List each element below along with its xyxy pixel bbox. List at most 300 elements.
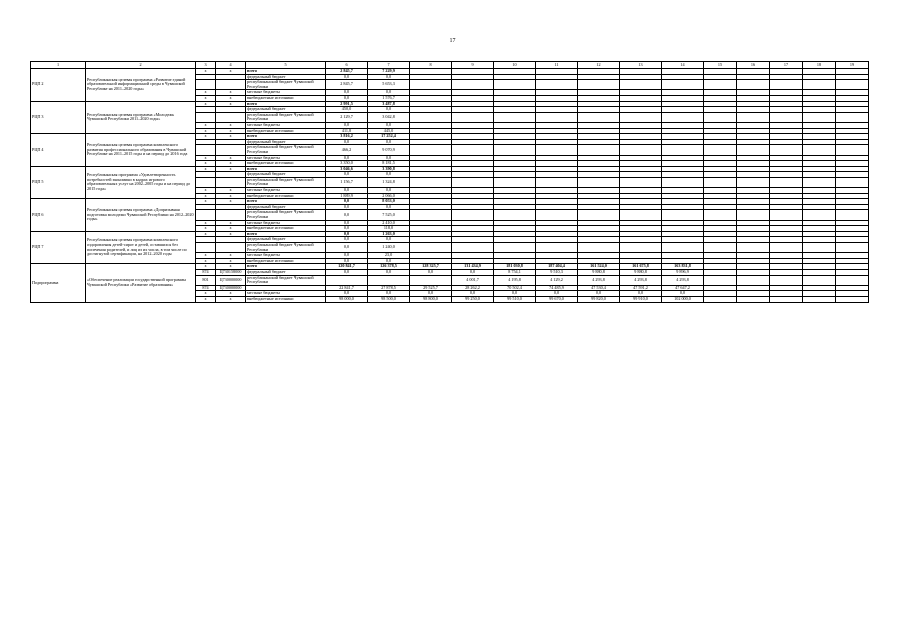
funding-source-cell: республиканский бюджет Чувашской Республики xyxy=(246,80,326,90)
classification-code-cell: х xyxy=(216,161,246,167)
amount-cell: 131 434,9 xyxy=(452,264,494,270)
amount-cell: 7 525,0 xyxy=(368,210,410,220)
amount-cell: 17 252,4 xyxy=(368,134,410,140)
amount-cell: 74 485,9 xyxy=(536,285,578,291)
column-number-header: 6 xyxy=(326,62,368,69)
amount-cell: 0,0 xyxy=(326,90,368,96)
amount-cell: 9 510,3 xyxy=(536,269,578,275)
grbs-code-cell: х xyxy=(196,90,216,96)
classification-code-cell xyxy=(216,243,246,253)
amount-cell xyxy=(536,177,578,187)
amount-cell xyxy=(662,80,704,90)
program-name-cell: Республиканская целевая программа комплексного развития профессионального образования в Чувашской Республике на 2011–2015 годы и на период до 2016 года xyxy=(86,134,196,167)
column-number-header: 19 xyxy=(836,62,869,69)
amount-cell: 2 410,0 xyxy=(368,220,410,226)
grbs-code-cell: х xyxy=(196,155,216,161)
empty-cell xyxy=(737,112,770,122)
funding-source-cell: республиканский бюджет Чувашской Республики xyxy=(246,275,326,285)
column-number-header: 11 xyxy=(536,62,578,69)
empty-cell xyxy=(704,296,737,302)
amount-cell: 102 000,0 xyxy=(662,296,704,302)
amount-cell xyxy=(452,177,494,187)
program-code-cell: РЦП 3 xyxy=(31,101,86,134)
empty-cell xyxy=(770,145,803,155)
funding-source-cell: внебюджетные источники xyxy=(246,258,326,264)
classification-code-cell: х xyxy=(216,95,246,101)
funding-source-cell: местные бюджеты xyxy=(246,253,326,259)
grbs-code-cell: х xyxy=(196,69,216,75)
funding-source-cell: федеральный бюджет xyxy=(246,172,326,178)
empty-cell xyxy=(737,296,770,302)
amount-cell xyxy=(452,112,494,122)
column-number-header: 17 xyxy=(770,62,803,69)
amount-cell: 450,0 xyxy=(326,107,368,113)
classification-code-cell: х xyxy=(216,155,246,161)
funding-source-cell: внебюджетные источники xyxy=(246,128,326,134)
empty-cell xyxy=(836,210,869,220)
amount-cell xyxy=(662,177,704,187)
amount-cell: 4 293,8 xyxy=(662,275,704,285)
amount-cell xyxy=(410,210,452,220)
grbs-code-cell: х xyxy=(196,166,216,172)
funding-source-cell: внебюджетные источники xyxy=(246,161,326,167)
amount-cell xyxy=(662,145,704,155)
amount-cell: 22 841,7 xyxy=(326,285,368,291)
grbs-code-cell: х xyxy=(196,188,216,194)
amount-cell: 1 889,9 xyxy=(326,193,368,199)
amount-cell xyxy=(452,210,494,220)
empty-cell xyxy=(704,210,737,220)
program-code-cell: Подпрограмма xyxy=(31,264,86,302)
empty-cell xyxy=(836,112,869,122)
column-number-header: 3 xyxy=(196,62,216,69)
amount-cell: 47 591,2 xyxy=(620,285,662,291)
amount-cell xyxy=(494,177,536,187)
amount-cell: 3 816,2 xyxy=(326,134,368,140)
empty-cell xyxy=(704,80,737,90)
amount-cell: 0,0 xyxy=(326,243,368,253)
empty-cell xyxy=(803,112,836,122)
empty-cell xyxy=(836,296,869,302)
amount-cell: 466,2 xyxy=(326,145,368,155)
amount-cell: 0,0 xyxy=(326,74,368,80)
amount-cell: 1 263,0 xyxy=(368,231,410,237)
amount-cell: 3 042,8 xyxy=(368,112,410,122)
program-name-cell: Республиканская программа «Удовлетворенность потребностей экономики в кадрах игрового образовательных услуг на 2002–2005 годы и на период до 2015 года» xyxy=(86,166,196,199)
amount-cell xyxy=(494,145,536,155)
amount-cell: 0,0 xyxy=(368,139,410,145)
amount-cell: 0,0 xyxy=(620,291,662,297)
empty-cell xyxy=(803,145,836,155)
empty-cell xyxy=(803,80,836,90)
grbs-code-cell: х xyxy=(196,296,216,302)
grbs-code-cell xyxy=(196,243,216,253)
empty-cell xyxy=(704,243,737,253)
classification-code-cell: х xyxy=(216,134,246,140)
amount-cell: 3 046,6 xyxy=(326,166,368,172)
funding-source-cell: федеральный бюджет xyxy=(246,74,326,80)
amount-cell xyxy=(578,243,620,253)
funding-source-cell: республиканский бюджет Чувашской Республики xyxy=(246,210,326,220)
empty-cell xyxy=(737,177,770,187)
amount-cell: 3 390,8 xyxy=(368,166,410,172)
amount-cell: 161 524,0 xyxy=(578,264,620,270)
amount-cell: 70 502,4 xyxy=(494,285,536,291)
amount-cell: 0,0 xyxy=(326,139,368,145)
column-number-header: 15 xyxy=(704,62,737,69)
amount-cell: 187 404,4 xyxy=(536,264,578,270)
funding-source-cell: всего xyxy=(246,134,326,140)
amount-cell: 0,0 xyxy=(326,253,368,259)
column-number-header: 1 xyxy=(31,62,86,69)
amount-cell xyxy=(662,210,704,220)
empty-cell xyxy=(803,296,836,302)
grbs-code-cell: х xyxy=(196,258,216,264)
amount-cell: 0,0 xyxy=(368,237,410,243)
funding-source-cell: всего xyxy=(246,69,326,75)
grbs-code-cell: х xyxy=(196,264,216,270)
amount-cell: 2 845,7 xyxy=(326,69,368,75)
empty-cell xyxy=(737,210,770,220)
amount-cell: 8 053,0 xyxy=(368,199,410,205)
amount-cell xyxy=(536,210,578,220)
grbs-code-cell xyxy=(196,112,216,122)
amount-cell xyxy=(578,177,620,187)
amount-cell xyxy=(578,112,620,122)
column-number-row xyxy=(31,62,869,69)
classification-code-cell: х xyxy=(216,291,246,297)
amount-cell xyxy=(494,112,536,122)
empty-cell xyxy=(704,177,737,187)
page-number: 17 xyxy=(449,38,456,44)
amount-cell: 0,0 xyxy=(368,172,410,178)
amount-cell: 2 845,7 xyxy=(326,80,368,90)
empty-cell xyxy=(737,145,770,155)
grbs-code-cell: 874 xyxy=(196,285,216,291)
amount-cell: 0,0 xyxy=(326,210,368,220)
amount-cell: 0,0 xyxy=(326,122,368,128)
amount-cell: 98 500,0 xyxy=(368,296,410,302)
amount-cell: 161 675,8 xyxy=(620,264,662,270)
classification-code-cell: х xyxy=(216,231,246,237)
classification-code-cell: х xyxy=(216,264,246,270)
amount-cell: 1 324,8 xyxy=(368,177,410,187)
amount-cell: 5 653,3 xyxy=(368,80,410,90)
amount-cell: 0,0 xyxy=(326,226,368,232)
column-number-header: 18 xyxy=(803,62,836,69)
amount-cell: 9 896,9 xyxy=(662,269,704,275)
classification-code-cell: Ц730000000 xyxy=(216,275,246,285)
classification-code-cell: х xyxy=(216,258,246,264)
amount-cell: 4 293,8 xyxy=(620,275,662,285)
amount-cell: 28 262,2 xyxy=(452,285,494,291)
empty-cell xyxy=(737,275,770,285)
funding-source-cell: всего xyxy=(246,264,326,270)
column-number-header: 2 xyxy=(86,62,196,69)
classification-code-cell xyxy=(216,112,246,122)
empty-cell xyxy=(737,243,770,253)
program-code-cell: РЦП 7 xyxy=(31,231,86,264)
amount-cell: 8 754,1 xyxy=(494,269,536,275)
amount-cell: 29 525,7 xyxy=(410,285,452,291)
amount-cell: 181 030,8 xyxy=(494,264,536,270)
empty-cell xyxy=(704,275,737,285)
empty-cell xyxy=(836,243,869,253)
grbs-code-cell xyxy=(196,80,216,90)
amount-cell: 0,0 xyxy=(326,155,368,161)
amount-cell: 1 156,7 xyxy=(326,177,368,187)
classification-code-cell xyxy=(216,177,246,187)
classification-code-cell: х xyxy=(216,122,246,128)
amount-cell xyxy=(410,177,452,187)
amount-cell: 1 240,0 xyxy=(368,243,410,253)
funding-source-cell: местные бюджеты xyxy=(246,90,326,96)
amount-cell xyxy=(410,275,452,285)
amount-cell: 2 991,5 xyxy=(326,101,368,107)
amount-cell xyxy=(536,243,578,253)
amount-cell xyxy=(494,80,536,90)
program-code-cell: РЦП 2 xyxy=(31,69,86,102)
amount-cell: 0,0 xyxy=(368,74,410,80)
amount-cell: 4 129,2 xyxy=(536,275,578,285)
amount-cell: 0,0 xyxy=(326,231,368,237)
program-code-cell: РЦП 4 xyxy=(31,134,86,167)
funding-source-cell: федеральный бюджет xyxy=(246,204,326,210)
funding-source-cell: местные бюджеты xyxy=(246,122,326,128)
amount-cell xyxy=(452,145,494,155)
funding-source-cell: всего xyxy=(246,166,326,172)
amount-cell xyxy=(620,243,662,253)
amount-cell: 0,0 xyxy=(326,237,368,243)
amount-cell: 0,0 xyxy=(326,204,368,210)
empty-cell xyxy=(803,275,836,285)
amount-cell: 47 647,2 xyxy=(662,285,704,291)
amount-cell: 0,0 xyxy=(326,172,368,178)
amount-cell: 4 293,8 xyxy=(578,275,620,285)
amount-cell: 0,0 xyxy=(326,199,368,205)
amount-cell xyxy=(620,210,662,220)
classification-code-cell: х xyxy=(216,166,246,172)
program-code-cell: РЦП 6 xyxy=(31,199,86,232)
amount-cell: 0,0 xyxy=(368,155,410,161)
amount-cell xyxy=(536,112,578,122)
budget-table xyxy=(30,61,869,303)
amount-cell xyxy=(620,112,662,122)
amount-cell: 0,0 xyxy=(368,90,410,96)
empty-cell xyxy=(704,145,737,155)
amount-cell: 99 910,0 xyxy=(620,296,662,302)
amount-cell: 411,8 xyxy=(326,128,368,134)
grbs-code-cell: х xyxy=(196,199,216,205)
grbs-code-cell: 801 xyxy=(196,275,216,285)
amount-cell: 0,0 xyxy=(326,188,368,194)
amount-cell xyxy=(326,275,368,285)
amount-cell: 1 576,7 xyxy=(368,95,410,101)
funding-source-cell: федеральный бюджет xyxy=(246,237,326,243)
column-number-header: 7 xyxy=(368,62,410,69)
amount-cell xyxy=(536,145,578,155)
amount-cell: 0,0 xyxy=(536,291,578,297)
grbs-code-cell: х xyxy=(196,226,216,232)
amount-cell: 99 820,0 xyxy=(578,296,620,302)
amount-cell: 99 250,0 xyxy=(452,296,494,302)
amount-cell: 0,0 xyxy=(410,291,452,297)
amount-cell xyxy=(662,243,704,253)
amount-cell xyxy=(494,210,536,220)
amount-cell: 0,0 xyxy=(368,188,410,194)
amount-cell xyxy=(410,80,452,90)
classification-code-cell: х xyxy=(216,226,246,232)
classification-code-cell xyxy=(216,80,246,90)
funding-source-cell: всего xyxy=(246,199,326,205)
amount-cell xyxy=(620,80,662,90)
empty-cell xyxy=(836,80,869,90)
amount-cell xyxy=(620,145,662,155)
empty-cell xyxy=(836,177,869,187)
amount-cell: 0,0 xyxy=(368,258,410,264)
empty-cell xyxy=(770,275,803,285)
amount-cell xyxy=(578,80,620,90)
grbs-code-cell: х xyxy=(196,122,216,128)
classification-code-cell: Ц730000000 xyxy=(216,285,246,291)
empty-cell xyxy=(770,210,803,220)
amount-cell xyxy=(368,275,410,285)
amount-cell: 0,0 xyxy=(368,269,410,275)
amount-cell: 0,0 xyxy=(662,291,704,297)
grbs-code-cell: х xyxy=(196,95,216,101)
grbs-code-cell xyxy=(196,210,216,220)
amount-cell xyxy=(452,80,494,90)
program-name-cell: Республиканская целевая программа комплексного оздоровления детей-сирот и детей, оставшихся без попечения родителей, и лиц из их числа, в том числе по достигнутой сертификации, на 2012–2020 годы xyxy=(86,231,196,264)
column-number-header: 16 xyxy=(737,62,770,69)
empty-cell xyxy=(803,210,836,220)
funding-source-cell: местные бюджеты xyxy=(246,188,326,194)
amount-cell: 2 066,0 xyxy=(368,193,410,199)
amount-cell xyxy=(536,80,578,90)
classification-code-cell xyxy=(216,145,246,155)
funding-source-cell: внебюджетные источники xyxy=(246,226,326,232)
amount-cell xyxy=(578,145,620,155)
amount-cell: 0,0 xyxy=(410,269,452,275)
empty-cell xyxy=(770,177,803,187)
amount-cell: 118,0 xyxy=(368,226,410,232)
funding-source-cell: местные бюджеты xyxy=(246,220,326,226)
amount-cell xyxy=(620,177,662,187)
grbs-code-cell: х xyxy=(196,134,216,140)
funding-source-cell: всего xyxy=(246,101,326,107)
amount-cell: 0,0 xyxy=(368,122,410,128)
column-number-header: 5 xyxy=(246,62,326,69)
amount-cell: 98 000,0 xyxy=(326,296,368,302)
amount-cell: 4 195,8 xyxy=(494,275,536,285)
grbs-code-cell: х xyxy=(196,231,216,237)
amount-cell: 0,0 xyxy=(368,107,410,113)
amount-cell: 0,0 xyxy=(326,291,368,297)
empty-cell xyxy=(770,112,803,122)
column-number-header: 13 xyxy=(620,62,662,69)
amount-cell xyxy=(410,112,452,122)
grbs-code-cell: х xyxy=(196,253,216,259)
amount-cell: 8 181,5 xyxy=(368,161,410,167)
amount-cell: 0,0 xyxy=(326,95,368,101)
funding-source-cell: местные бюджеты xyxy=(246,155,326,161)
classification-code-cell: х xyxy=(216,253,246,259)
grbs-code-cell: 874 xyxy=(196,269,216,275)
amount-cell xyxy=(452,243,494,253)
funding-source-cell: республиканский бюджет Чувашской Республики xyxy=(246,243,326,253)
program-name-cell: Республиканская целевая программа «Допризывная подготовка молодежи Чувашской Республики на 2012–2020 годы» xyxy=(86,199,196,232)
amount-cell: 9 070,9 xyxy=(368,145,410,155)
amount-cell xyxy=(494,243,536,253)
amount-cell: 0,0 xyxy=(452,291,494,297)
program-name-cell: «Обеспечение реализации государственной программы Чувашской Республики «Развитие образования» xyxy=(86,264,196,302)
classification-code-cell: х xyxy=(216,188,246,194)
amount-cell: 126 378,5 xyxy=(368,264,410,270)
amount-cell: 3 487,8 xyxy=(368,101,410,107)
grbs-code-cell: х xyxy=(196,193,216,199)
amount-cell: 99 510,0 xyxy=(494,296,536,302)
grbs-code-cell: х xyxy=(196,291,216,297)
amount-cell: 27 878,5 xyxy=(368,285,410,291)
funding-source-cell: внебюджетные источники xyxy=(246,193,326,199)
empty-cell xyxy=(836,145,869,155)
empty-cell xyxy=(803,177,836,187)
amount-cell: 0,0 xyxy=(368,204,410,210)
classification-code-cell: х xyxy=(216,296,246,302)
classification-code-cell: Ц730158000 xyxy=(216,269,246,275)
amount-cell xyxy=(662,112,704,122)
funding-source-cell: республиканский бюджет Чувашской Республики xyxy=(246,177,326,187)
amount-cell: 47 530,4 xyxy=(578,285,620,291)
empty-cell xyxy=(770,243,803,253)
empty-cell xyxy=(836,275,869,285)
classification-code-cell: х xyxy=(216,101,246,107)
funding-source-cell: внебюджетные источники xyxy=(246,95,326,101)
amount-cell: 163 831,8 xyxy=(662,264,704,270)
funding-source-cell: федеральный бюджет xyxy=(246,269,326,275)
classification-code-cell: х xyxy=(216,128,246,134)
amount-cell: 0,0 xyxy=(368,291,410,297)
classification-code-cell: х xyxy=(216,69,246,75)
amount-cell: 120 841,7 xyxy=(326,264,368,270)
amount-cell: 3 350,0 xyxy=(326,161,368,167)
amount-cell: 7 229,9 xyxy=(368,69,410,75)
amount-cell: 128 325,7 xyxy=(410,264,452,270)
funding-source-cell: внебюджетные источники xyxy=(246,296,326,302)
amount-cell: 445,0 xyxy=(368,128,410,134)
empty-cell xyxy=(770,80,803,90)
program-code-cell: РЦП 5 xyxy=(31,166,86,199)
grbs-code-cell: х xyxy=(196,101,216,107)
amount-cell: 0,0 xyxy=(326,258,368,264)
column-number-header: 14 xyxy=(662,62,704,69)
amount-cell xyxy=(410,243,452,253)
amount-cell: 98 800,0 xyxy=(410,296,452,302)
amount-cell: 4 001,7 xyxy=(452,275,494,285)
empty-cell xyxy=(704,112,737,122)
amount-cell: 0,0 xyxy=(326,220,368,226)
grbs-code-cell: х xyxy=(196,220,216,226)
column-number-header: 8 xyxy=(410,62,452,69)
grbs-code-cell xyxy=(196,145,216,155)
amount-cell: 2 129,7 xyxy=(326,112,368,122)
amount-cell xyxy=(410,145,452,155)
column-number-header: 12 xyxy=(578,62,620,69)
funding-source-cell: федеральный бюджет xyxy=(246,107,326,113)
classification-code-cell: х xyxy=(216,193,246,199)
amount-cell: 0,0 xyxy=(578,291,620,297)
grbs-code-cell: х xyxy=(196,128,216,134)
